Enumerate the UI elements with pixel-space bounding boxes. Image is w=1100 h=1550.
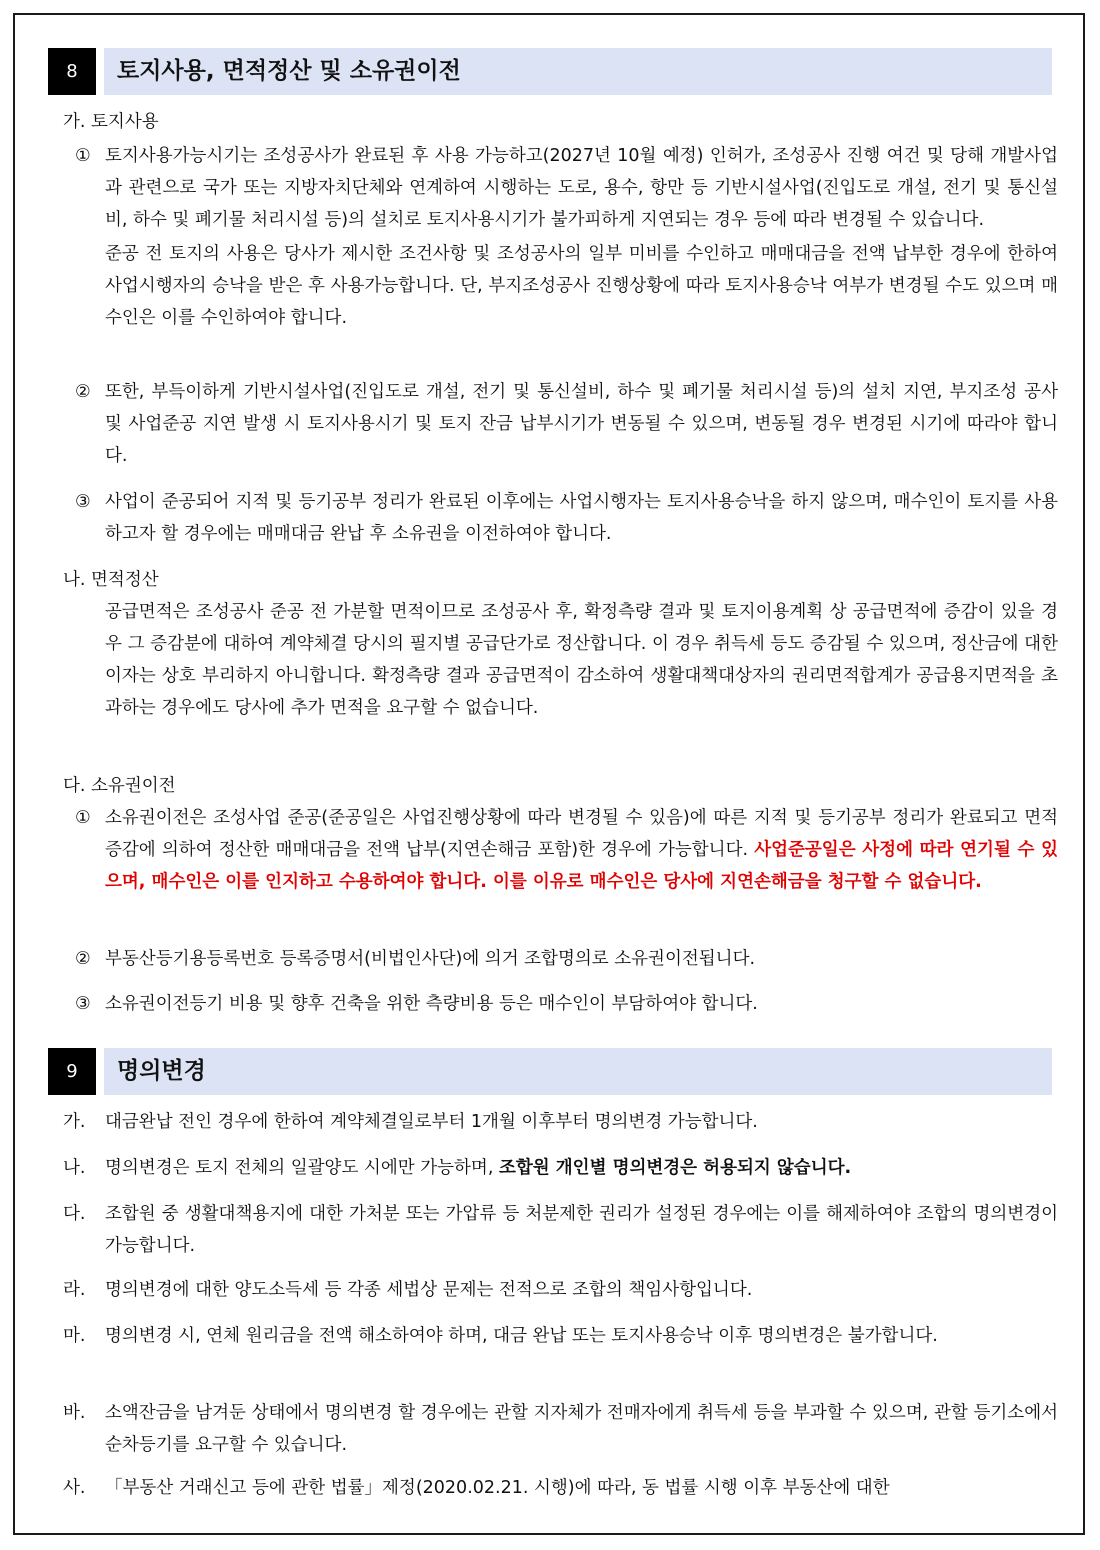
list-item <box>63 486 1058 550</box>
item-text: 또한, 부득이하게 기반시설사업(진입도로 개설, 전기 및 통신설비, 하수 및 폐기물 처리시설 등)의 설치 지연, 부지조성 공사 및 사업준공 지연 발생 시 토지사용시기 및 토지 잔금 납부시기가 변동될 수 있으며, 변동될 경우 변경된 시기에 따라야 합니다. <box>105 382 1058 466</box>
list-item <box>63 802 1058 898</box>
section-number: 8 <box>48 48 96 95</box>
item-label: 라. <box>63 1280 86 1300</box>
warning-text: 사업준공일은 사정에 따라 연기될 수 있으며, 매수인은 이를 인지하고 수용하여야 합니다. 이를 이유로 매수인은 당사에 지연손해금을 청구할 수 없습니다. <box>105 840 1058 892</box>
item-text: 명의변경 시, 연체 원리금을 전액 해소하여야 하며, 대금 완납 또는 토지사용승낙 이후 명의변경은 불가합니다. <box>105 1326 938 1346</box>
item-number: ① <box>75 146 91 166</box>
item-number: ③ <box>75 994 91 1014</box>
section-number: 9 <box>48 1048 96 1095</box>
subsection-heading: 가. 토지사용 <box>63 112 159 132</box>
list-item <box>63 1397 1058 1461</box>
item-label: 사. <box>63 1478 86 1498</box>
item-text: 명의변경에 대한 양도소득세 등 각종 세법상 문제는 전적으로 조합의 책임사항입니다. <box>105 1280 753 1300</box>
section-title: 명의변경 <box>104 1048 1052 1095</box>
subsection-heading: 나. 면적정산 <box>63 570 159 590</box>
item-text: 부동산등기용등록번호 등록증명서(비법인사단)에 의거 조합명의로 소유권이전됩니다. <box>105 949 756 969</box>
item-number: ② <box>75 382 91 402</box>
item-number: ② <box>75 949 91 969</box>
item-text: 조합원 중 생활대책용지에 대한 가처분 또는 가압류 등 처분제한 권리가 설정된 경우에는 이를 해제하여야 조합의 명의변경이 가능합니다. <box>105 1204 1058 1256</box>
list-item <box>63 988 1058 1020</box>
item-text-continued: 준공 전 토지의 사용은 당사가 제시한 조건사항 및 조성공사의 일부 미비를 수인하고 매매대금을 전액 납부한 경우에 한하여 사업시행자의 승낙을 받은 후 사용가능합니다. 단, 부지조성공사 진행상황에 따라 토지사용승낙 여부가 변경될 수도 있으며 매수인은 이를 수인하여야 합니다. <box>105 244 1058 328</box>
section-9-header <box>48 1048 1052 1095</box>
item-label: 나. <box>63 1158 86 1178</box>
item-text: 「부동산 거래신고 등에 관한 법률」제정(2020.02.21. 시행)에 따라, 동 법률 시행 이후 부동산에 대한 <box>105 1478 890 1498</box>
paragraph-text: 공급면적은 조성공사 준공 전 가분할 면적이므로 조성공사 후, 확정측량 결과 및 토지이용계획 상 공급면적에 증감이 있을 경우 그 증감분에 대하여 계약체결 당시의 필지별 공급단가로 정산합니다. 이 경우 취득세 등도 증감될 수 있으며, 정산금에 대한 이자는 상호 부리하지 아니합니다. 확정측량 결과 공급면적이 감소하여 생활대책대상자의 권리면적합계가 공급용지면적을 초과하는 경우에도 당사에 추가 면적을 요구할 수 없습니다. <box>105 602 1058 718</box>
item-label: 바. <box>63 1403 86 1423</box>
list-item <box>63 1106 1058 1138</box>
item-text: 소유권이전등기 비용 및 향후 건축을 위한 측량비용 등은 매수인이 부담하여야 합니다. <box>105 994 758 1014</box>
list-item <box>63 1198 1058 1262</box>
subsection-heading: 다. 소유권이전 <box>63 776 176 796</box>
list-item <box>63 140 1058 334</box>
item-text-plain: 명의변경은 토지 전체의 일괄양도 시에만 가능하며, <box>105 1158 499 1178</box>
list-item <box>63 376 1058 472</box>
item-text: 소액잔금을 남겨둔 상태에서 명의변경 할 경우에는 관할 지자체가 전매자에게 취득세 등을 부과할 수 있으며, 관할 등기소에서 순차등기를 요구할 수 있습니다. <box>105 1403 1058 1455</box>
item-number: ③ <box>75 492 91 512</box>
list-item <box>63 943 1058 975</box>
section-8-header <box>48 48 1052 95</box>
item-label: 다. <box>63 1204 86 1224</box>
item-text: 대금완납 전인 경우에 한하여 계약체결일로부터 1개월 이후부터 명의변경 가능합니다. <box>105 1112 758 1132</box>
item-label: 마. <box>63 1326 86 1346</box>
item-text: 토지사용가능시기는 조성공사가 완료된 후 사용 가능하고(2027년 10월 예정) 인허가, 조성공사 진행 여건 및 당해 개발사업과 관련으로 국가 또는 지방자치단체와 연계하여 시행하는 도로, 용수, 항만 등 기반시설사업(진입도로 개설, 전기 및 통신설비, 하수 및 폐기물 처리시설 등)의 설치로 토지사용시기가 불가피하게 지연되는 경우 등에 따라 변경될 수 있습니다. <box>105 146 1058 230</box>
list-item <box>63 1152 1058 1184</box>
item-number: ① <box>75 808 91 828</box>
item-text-plain: 소유권이전은 조성사업 준공(준공일은 사업진행상황에 따라 변경될 수 있음)에 따른 지적 및 등기공부 정리가 완료되고 면적 증감에 의하여 정산한 매매대금을 전액 납부(지연손해금 포함)한 경우에 가능합니다. <box>105 808 1058 860</box>
paragraph <box>63 596 1058 724</box>
item-text <box>105 802 1058 898</box>
list-item <box>63 1472 1058 1504</box>
emphasis-text: 조합원 개인별 명의변경은 허용되지 않습니다. <box>498 1158 852 1178</box>
item-label: 가. <box>63 1112 86 1132</box>
item-text: 사업이 준공되어 지적 및 등기공부 정리가 완료된 이후에는 사업시행자는 토지사용승낙을 하지 않으며, 매수인이 토지를 사용하고자 할 경우에는 매매대금 완납 후 소유권을 이전하여야 합니다. <box>105 492 1058 544</box>
list-item <box>63 1274 1058 1306</box>
section-title: 토지사용, 면적정산 및 소유권이전 <box>104 48 1052 95</box>
list-item <box>63 1320 1058 1352</box>
item-text <box>105 1152 1058 1184</box>
